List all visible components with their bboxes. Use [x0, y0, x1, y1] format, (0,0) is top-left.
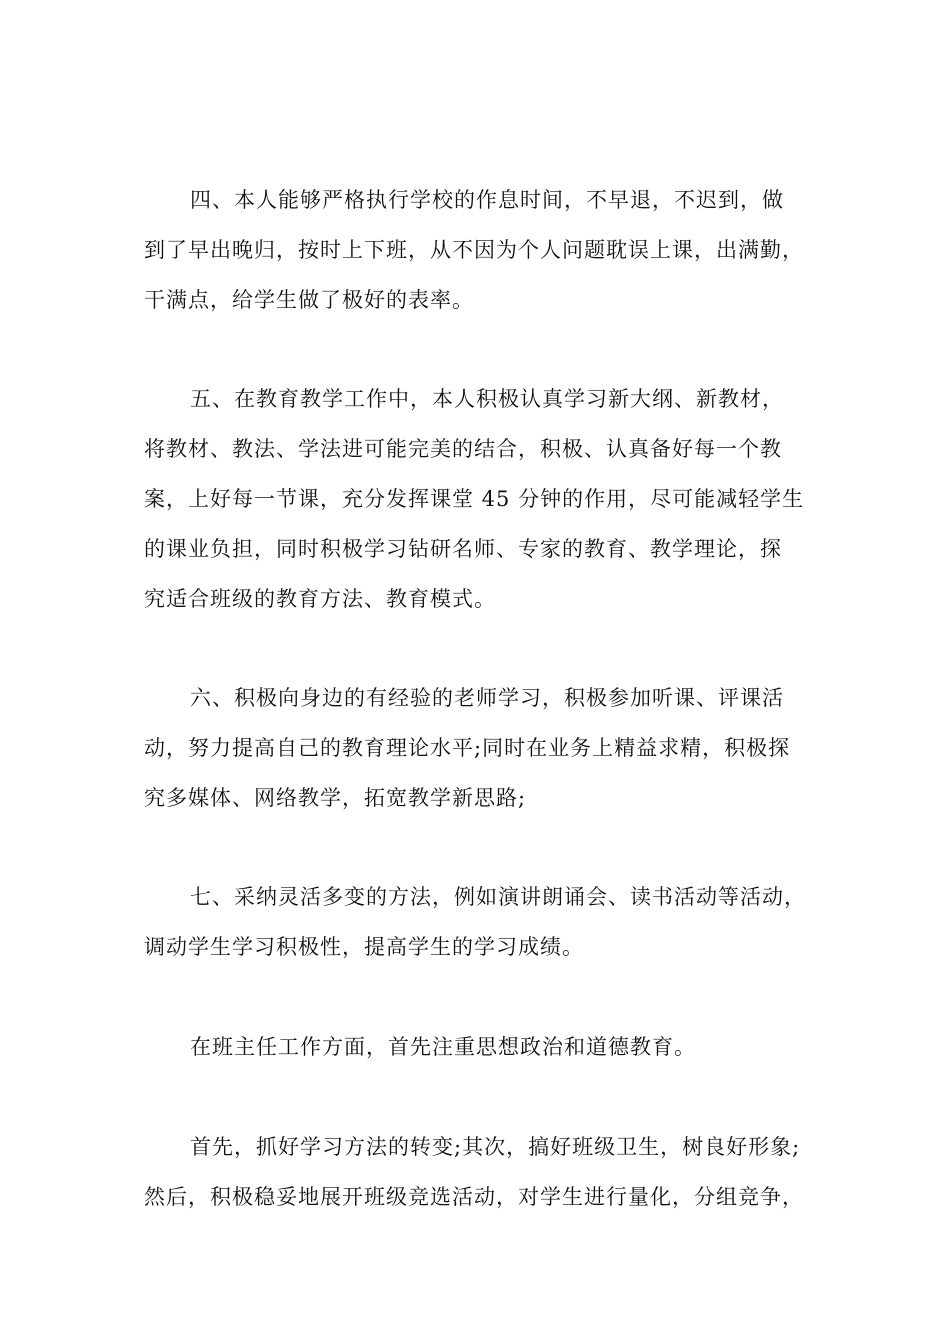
text-line: 七、采纳灵活多变的方法，例如演讲朗诵会、读书活动等活动， — [190, 885, 806, 909]
text-line: 到了早出晚归，按时上下班，从不因为个人问题耽误上课，出满勤， — [144, 238, 804, 262]
text-line: 五、在教育教学工作中，本人积极认真学习新大纲、新教材， — [190, 387, 784, 411]
text-line: 究多媒体、网络教学，拓宽教学新思路; — [144, 786, 527, 810]
text-line: 案，上好每一节课，充分发挥课堂 45 分钟的作用，尽可能减轻学生 — [144, 487, 805, 511]
paragraph-class-teacher — [144, 1022, 806, 1072]
text-line: 然后，积极稳妥地展开班级竞选活动，对学生进行量化，分组竞争， — [144, 1185, 804, 1209]
paragraph-4 — [144, 175, 806, 325]
text-line: 究适合班级的教育方法、教育模式。 — [144, 587, 496, 611]
text-line: 将教材、教法、学法进可能完美的结合，积极、认真备好每一个教 — [144, 437, 782, 461]
text-line: 首先，抓好学习方法的转变;其次，搞好班级卫生，树良好形象; — [190, 1135, 801, 1159]
text-line: 调动学生学习积极性，提高学生的学习成绩。 — [144, 935, 584, 959]
paragraph-7 — [144, 872, 806, 972]
paragraph-5 — [144, 374, 806, 624]
paragraph-first — [144, 1122, 806, 1222]
text-line: 六、积极向身边的有经验的老师学习，积极参加听课、评课活 — [190, 686, 784, 710]
text-line: 四、本人能够严格执行学校的作息时间，不早退，不迟到，做 — [190, 188, 784, 212]
text-line: 在班主任工作方面，首先注重思想政治和道德教育。 — [190, 1035, 696, 1059]
text-line: 干满点，给学生做了极好的表率。 — [144, 288, 474, 312]
paragraph-6 — [144, 673, 806, 823]
text-line: 动，努力提高自己的教育理论水平;同时在业务上精益求精，积极探 — [144, 736, 791, 760]
text-line: 的课业负担，同时积极学习钻研名师、专家的教育、教学理论，探 — [144, 537, 782, 561]
